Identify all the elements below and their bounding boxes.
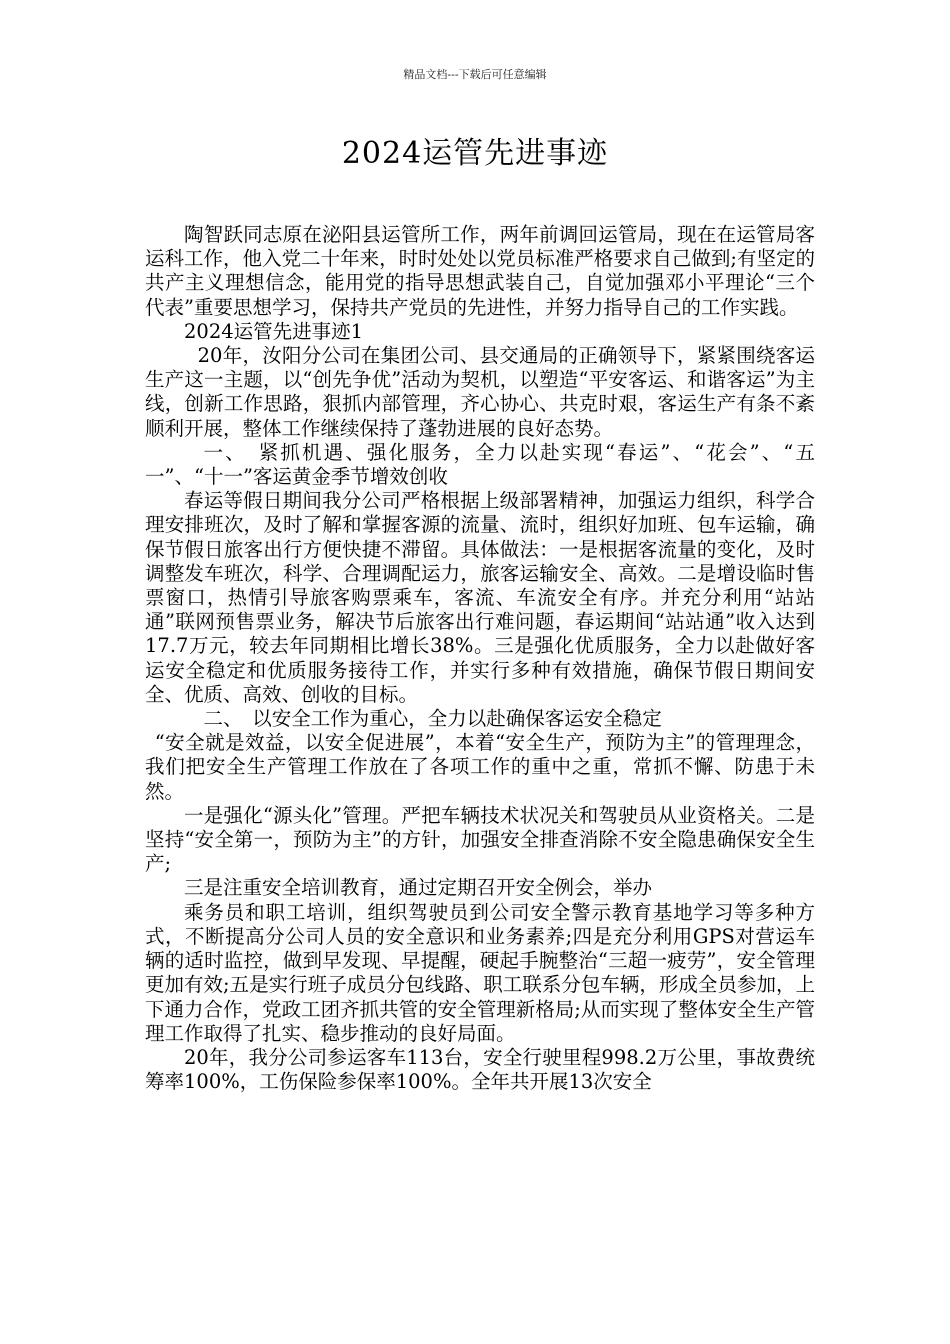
- paragraph-overview: 20年，汝阳分公司在集团公司、县交通局的正确领导下，紧紧围绕客运生产这一主题，以“创先争优”活动为契机，以塑造“平安客运、和谐客运”为主线，创新工作思路，狠抓内部管理，齐心协心、共克时艰，客运生产有条不紊顺利开展，整体工作继续保持了蓬勃进展的良好态势。: [145, 344, 815, 440]
- document-title: 2024运管先进事迹: [341, 136, 609, 171]
- document-body: [145, 223, 815, 1094]
- paragraph-training: 三是注重安全培训教育，通过定期召开安全例会，举办: [184, 876, 653, 900]
- paragraph-safety-concept: “安全就是效益，以安全促进展”，本着“安全生产，预防为主”的管理理念，我们把安全生产管理工作放在了各项工作的重中之重，常抓不懈、防患于未然。: [145, 731, 815, 803]
- paragraph-staff-training: 乘务员和职工培训，组织驾驶员到公司安全警示教育基地学习等多种方式，不断提高分公司人员的安全意识和业务素养;四是充分利用GPS对营运车辆的适时监控，做到早发现、早提醒，硬起手腕整治“三超一疲劳”，安全管理更加有效;五是实行班子成员分包线路、职工联系分包车辆，形成全员参加，上下通力合作，党政工团齐抓共管的安全管理新格局;从而实现了整体安全生产管理工作取得了扎实、稳步推动的良好局面。: [145, 900, 815, 1045]
- paragraph-source-management: 一是强化“源头化”管理。严把车辆技术状况关和驾驶员从业资格关。二是坚持“安全第一，预防为主”的方针，加强安全排查消除不安全隐患确保安全生产;: [145, 803, 815, 876]
- paragraph-intro: 陶智跃同志原在泌阳县运管所工作，两年前调回运管局，现在在运管局客运科工作，他入党二十年来，时时处处以党员标准严格要求自己做到;有坚定的共产主义理想信念，能用党的指导思想武装自己，自觉加强邓小平理论“三个代表”重要思想学习，保持共产党员的先进性，并努力指导自己的工作实践。: [145, 223, 815, 319]
- section-heading-1: 一、 紧抓机遇、强化服务，全力以赴实现“春运”、“花会”、“五一”、“十一”客运黄金季节增效创收: [145, 440, 815, 489]
- section-heading-2: 二、 以安全工作为重心，全力以赴确保客运安全稳定: [203, 707, 662, 731]
- paragraph-spring-transport: 春运等假日期间我分公司严格根据上级部署精神，加强运力组织，科学合理安排班次，及时了解和掌握客源的流量、流时，组织好加班、包车运输，确保节假日旅客出行方便快捷不滞留。具体做法：一是根据客流量的变化，及时调整发车班次，科学、合理调配运力，旅客运输安全、高效。二是增设临时售票窗口，热情引导旅客购票乘车，客流、车流安全有序。并充分利用“站站通”联网预售票业务，解决节后旅客出行难问题，春运期间“站站通”收入达到17.7万元，较去年同期相比增长38%。三是强化优质服务，全力以赴做好客运安全稳定和优质服务接待工作，并实行多种有效措施，确保节假日期间安全、优质、高效、创收的目标。: [145, 489, 815, 706]
- subheading-story-1: 2024运管先进事迹1: [184, 319, 364, 343]
- page-header: 精品文档---下载后可任意编辑: [403, 68, 547, 81]
- paragraph-statistics: 20年，我分公司参运客车113台，安全行驶里程998.2万公里，事故费统筹率100%，工伤保险参保率100%。全年共开展13次安全: [145, 1045, 815, 1094]
